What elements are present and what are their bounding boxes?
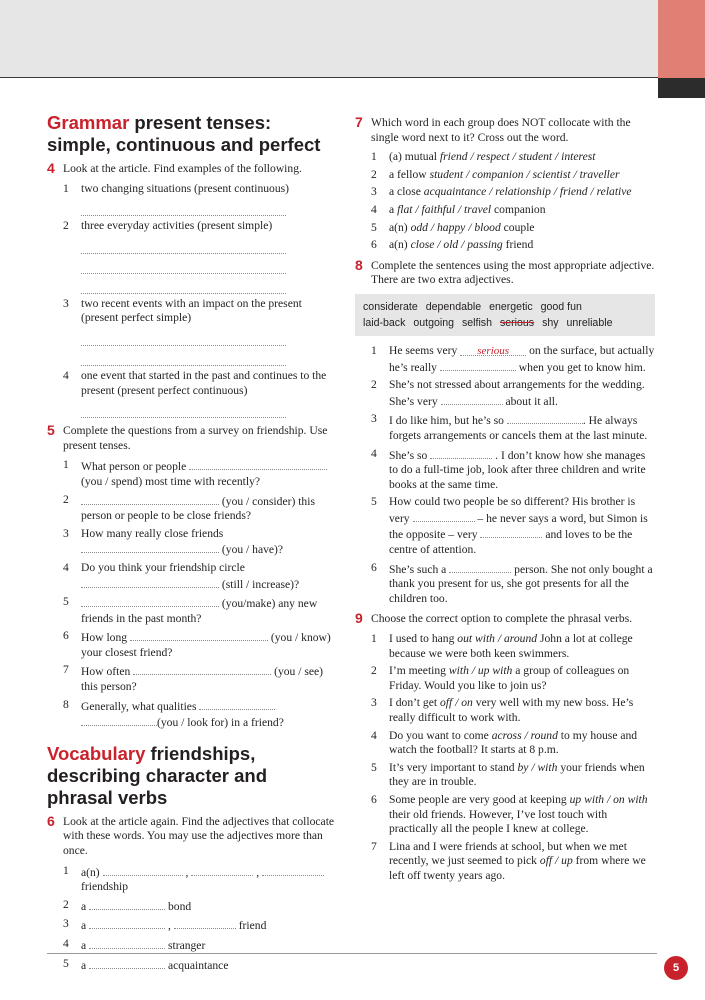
item-number: 5	[63, 595, 69, 609]
word-bank-item: selfish	[461, 316, 492, 329]
item-number: 3	[63, 917, 69, 931]
separator: ,	[167, 919, 171, 933]
exercise-7	[355, 116, 655, 253]
item-number: 4	[63, 368, 69, 382]
item-text: . He always forgets arrangements or cancels them at the last minute.	[389, 414, 648, 442]
answer-blank[interactable]	[440, 359, 516, 371]
item-text: very well with my new boss. He’s really difficult to work with.	[389, 696, 634, 724]
item-number: 8	[63, 697, 69, 711]
word-bank-item: shy	[542, 316, 559, 329]
vocabulary-heading-accent: Vocabulary	[47, 742, 146, 764]
item-text: She’s not stressed about arrangements for the wedding. She’s very	[389, 378, 645, 408]
list-item	[371, 378, 655, 409]
answer-line[interactable]	[81, 403, 286, 418]
item-text: (you /	[274, 665, 302, 679]
item-number: 6	[371, 792, 377, 806]
item-text: about it all.	[505, 394, 558, 408]
page-number: 5	[664, 956, 688, 980]
item-number: 4	[63, 560, 69, 574]
chapter-tab-marker	[658, 78, 705, 98]
list-item	[371, 412, 655, 443]
item-number: 1	[371, 632, 377, 646]
option-choice[interactable]: up with / on with	[569, 792, 648, 806]
list-item	[63, 369, 337, 418]
exercise-5	[47, 424, 337, 731]
exercise-number: 7	[355, 114, 363, 130]
exercise-number: 9	[355, 610, 363, 627]
item-number: 5	[371, 495, 377, 509]
list-item	[371, 238, 655, 253]
item-number: 4	[371, 446, 377, 460]
answer-blank[interactable]	[81, 595, 219, 607]
exercise-instruction: Complete the questions from a survey on friendship. Use present tenses.	[63, 424, 328, 452]
word-bank-item: dependable	[425, 300, 482, 313]
exercise-instruction: Which word in each group does NOT collocate with the single word next to it? Cross out the word.	[371, 116, 631, 144]
list-item	[371, 561, 655, 607]
item-text: three everyday activities (present simple)	[81, 219, 273, 233]
item-number: 6	[63, 629, 69, 643]
item-text: I’m meeting	[389, 664, 446, 678]
grammar-heading-accent: Grammar	[47, 112, 130, 133]
answer-line[interactable]	[81, 279, 286, 294]
option-choice[interactable]: off / up	[539, 854, 573, 868]
option-choice[interactable]: out with / around	[457, 632, 538, 646]
answer-blank[interactable]	[413, 510, 475, 522]
item-text: a	[81, 899, 87, 913]
answer-blank[interactable]	[81, 714, 157, 726]
exercise-number: 4	[47, 160, 55, 176]
item-number: 3	[371, 412, 377, 426]
item-text: bond	[167, 899, 192, 913]
answer-blank[interactable]	[430, 447, 492, 459]
answer-blank[interactable]	[191, 864, 253, 876]
item-text: a	[81, 939, 87, 952]
answer-blank[interactable]	[89, 898, 165, 910]
item-text: (you / spend) most time with recently?	[81, 474, 261, 488]
item-text: Do you want to come	[389, 728, 489, 742]
example-answer: serious	[460, 344, 526, 356]
item-text: What person or people	[81, 460, 187, 474]
item-number: 2	[63, 219, 69, 233]
list-item	[63, 561, 337, 592]
item-number: 4	[371, 728, 377, 742]
item-text: Do you think your friendship circle	[81, 560, 245, 574]
item-text: He seems very	[389, 343, 458, 357]
item-text: (you / have)?	[221, 543, 284, 557]
vocabulary-heading	[47, 743, 337, 809]
answer-line[interactable]	[81, 331, 286, 346]
word-options[interactable]: odd / happy / blood	[410, 220, 501, 234]
item-text: I do like him, but he’s so	[389, 414, 504, 428]
item-number: 1	[63, 863, 69, 877]
list-item	[371, 729, 655, 758]
item-text: How long	[81, 631, 128, 645]
list-item	[63, 595, 337, 626]
list-item	[371, 344, 655, 375]
list-item	[371, 185, 655, 200]
item-text: John a lot at college because we were both keen swimmers.	[389, 632, 633, 660]
item-text: How often	[81, 665, 131, 679]
answer-blank[interactable]	[449, 561, 511, 573]
item-text: She’s so	[389, 448, 428, 462]
list-item	[63, 663, 337, 694]
item-text: friend	[505, 238, 534, 252]
word-bank-item: outgoing	[413, 316, 455, 329]
item-text: How could two people be so different? His brother is very	[389, 495, 636, 525]
word-bank	[355, 294, 655, 336]
item-number: 1	[63, 458, 69, 472]
list-item	[63, 182, 337, 217]
exercise-number: 8	[355, 256, 363, 273]
item-text: Generally, what qualities	[81, 699, 197, 713]
answer-line[interactable]	[81, 201, 286, 216]
header-band	[0, 0, 658, 78]
exercise-number: 5	[47, 422, 55, 439]
item-number: 5	[371, 220, 377, 234]
item-text: one event that started in the past and continues to the present (present perfect continuous)	[81, 368, 327, 397]
answer-blank[interactable]	[480, 526, 542, 538]
separator: ,	[256, 865, 260, 879]
item-text: Some people are very good at keeping	[389, 792, 567, 806]
option-choice[interactable]: by / with	[517, 760, 558, 774]
item-text: (a) mutual	[389, 150, 437, 164]
answer-line[interactable]	[81, 239, 286, 254]
item-text: – he never says a word, but Simon is the opposite – very	[389, 511, 648, 542]
item-text: (you /	[270, 631, 299, 645]
item-number: 5	[371, 760, 377, 774]
item-text: friendship	[81, 880, 129, 894]
item-number: 5	[63, 956, 69, 970]
list-item	[371, 793, 655, 837]
item-number: 3	[371, 696, 377, 710]
item-text: companion	[494, 202, 546, 216]
answer-blank[interactable]	[130, 629, 268, 641]
exercise-instruction: Complete the sentences using the most appropriate adjective. There are two extra adjectives.	[371, 258, 655, 287]
list-item	[63, 864, 337, 895]
item-number: 2	[371, 167, 377, 181]
item-text: from where we left off twenty years ago.	[389, 854, 646, 882]
item-text: your friends when they are in trouble.	[389, 760, 645, 789]
answer-blank[interactable]	[189, 458, 327, 470]
footer-rule	[47, 953, 657, 954]
item-text: their old friends. However, I’ve lost touch with practically all the people I knew at college.	[389, 807, 608, 836]
word-bank-item: energetic	[489, 300, 533, 313]
item-number: 7	[63, 663, 69, 677]
item-text: a	[389, 202, 395, 216]
chapter-tab	[658, 0, 705, 78]
list-item	[63, 458, 337, 489]
answer-blank[interactable]	[89, 917, 165, 929]
answer-blank[interactable]	[441, 393, 503, 405]
list-item	[371, 203, 655, 218]
item-text: two recent events with an impact on the present (present perfect simple)	[81, 296, 302, 325]
list-item	[63, 527, 337, 558]
item-number: 6	[371, 238, 377, 252]
item-text: a close	[389, 185, 421, 199]
list-item	[63, 917, 337, 934]
item-text: I used to hang	[389, 632, 455, 646]
option-choice[interactable]: across / round	[491, 728, 558, 742]
item-text: (you / consider) this	[221, 494, 315, 508]
word-bank-item: laid-back	[363, 316, 406, 329]
list-item	[371, 447, 655, 493]
item-number: 3	[63, 526, 69, 540]
item-text: a(n)	[81, 865, 100, 879]
exercise-8	[355, 256, 655, 288]
grammar-heading	[47, 112, 337, 156]
item-text: and loves to be the centre of attention.	[389, 528, 633, 557]
list-item	[63, 629, 337, 660]
item-number: 6	[371, 560, 377, 574]
item-text: on the surface, but actually he’s really	[389, 343, 655, 374]
item-text: a(n)	[389, 220, 408, 234]
item-text: stranger	[167, 939, 206, 952]
item-text: (you / look for) in a friend?	[157, 716, 284, 730]
item-text: see) this person?	[81, 665, 324, 694]
vocabulary-heading-rest: friendships, describing character and phrasal verbs	[47, 742, 268, 808]
item-number: 3	[63, 296, 69, 310]
answer-blank[interactable]	[89, 937, 165, 949]
exercise-4	[47, 162, 337, 418]
answer-blank[interactable]	[174, 917, 236, 929]
exercise-9	[355, 612, 655, 883]
separator: ,	[185, 865, 189, 879]
list-item	[63, 957, 337, 974]
item-text: (still / increase)?	[221, 577, 300, 591]
list-item	[63, 698, 337, 731]
item-text: a group of colleagues on Friday. Would you like to join us?	[389, 664, 630, 692]
word-bank-item-used: serious	[499, 316, 535, 329]
item-text: person. She not only bought a thank you present for us, she got presents for all the children too.	[389, 562, 653, 605]
answer-blank[interactable]	[262, 864, 324, 876]
item-text: It’s very important to stand	[389, 760, 515, 774]
item-text: a	[81, 958, 87, 972]
answer-blank[interactable]	[199, 698, 275, 710]
item-text: friends in the past month?	[81, 611, 202, 625]
answer-blank[interactable]	[507, 412, 583, 424]
exercise-instruction: Look at the article again. Find the adjectives that collocate with these words. You may use the adjectives more than once.	[63, 814, 335, 858]
item-text: a(n)	[389, 238, 408, 252]
item-text: to my house and watch the football? It starts at 8 p.m.	[389, 728, 638, 757]
item-text: a fellow	[389, 167, 427, 181]
item-number: 3	[371, 185, 377, 199]
answer-line[interactable]	[81, 259, 286, 274]
item-text: . I don’t know how she manages to do a full-time job, look after three children and write books at the same time.	[389, 448, 646, 491]
exercise-8-items	[355, 344, 655, 607]
item-number: 7	[371, 839, 377, 853]
word-options[interactable]: close / old / passing	[410, 238, 503, 252]
item-text: when you get to know him.	[518, 360, 646, 374]
list-item	[371, 221, 655, 236]
list-item	[63, 493, 337, 524]
option-choice[interactable]: with / up with	[448, 664, 513, 678]
answer-line[interactable]	[81, 351, 286, 366]
answer-blank[interactable]	[81, 576, 219, 588]
item-text: (you/make) any new	[221, 597, 318, 611]
answer-blank[interactable]	[103, 864, 183, 876]
answer-blank[interactable]	[81, 493, 219, 505]
option-choice[interactable]: off / on	[440, 696, 473, 710]
word-options[interactable]: student / companion / scientist / traveller	[429, 167, 620, 181]
list-item	[371, 495, 655, 557]
word-bank-item: considerate	[363, 300, 418, 313]
list-item	[371, 761, 655, 790]
item-text: Lina and I were friends at school, but when we met recently, we just seemed to pick	[389, 839, 627, 868]
item-text: She’s such a	[389, 562, 447, 576]
item-number: 1	[371, 343, 377, 357]
word-bank-item: good fun	[540, 300, 582, 313]
grammar-heading-rest: present tenses: simple, continuous and perfect	[47, 112, 321, 155]
left-column	[47, 112, 337, 979]
answer-blank[interactable]	[133, 663, 271, 675]
item-number: 2	[371, 664, 377, 678]
item-number: 2	[371, 378, 377, 392]
item-text: two changing situations (present continuous)	[81, 181, 290, 195]
list-item	[63, 297, 337, 366]
item-text: How many really close friends	[81, 526, 224, 540]
item-number: 4	[63, 937, 69, 950]
word-bank-item: unreliable	[566, 316, 613, 329]
list-item	[371, 632, 655, 661]
exercise-instruction: Look at the article. Find examples of the following.	[63, 162, 302, 175]
item-number: 1	[63, 181, 69, 195]
list-item	[63, 937, 337, 954]
list-item	[371, 168, 655, 183]
item-number: 2	[63, 897, 69, 911]
item-text: a	[81, 919, 87, 933]
list-item	[371, 696, 655, 725]
answer-blank[interactable]	[89, 957, 165, 969]
word-options[interactable]: friend / respect / student / interest	[439, 150, 596, 164]
item-number: 1	[371, 150, 377, 164]
item-text: know) your closest friend?	[81, 631, 331, 659]
item-number: 4	[371, 202, 377, 216]
list-item	[371, 150, 655, 165]
answer-blank[interactable]	[81, 541, 219, 553]
list-item	[371, 840, 655, 884]
item-text: person or people to be close friends?	[81, 509, 251, 523]
list-item	[63, 219, 337, 294]
item-text: acquaintance	[167, 958, 229, 972]
list-item	[63, 898, 337, 915]
exercise-instruction: Choose the correct option to complete the phrasal verbs.	[371, 612, 633, 626]
list-item	[371, 664, 655, 693]
right-column	[355, 116, 655, 890]
word-options[interactable]: flat / faithful / travel	[397, 202, 492, 216]
item-text: friend	[238, 919, 267, 933]
item-number: 2	[63, 492, 69, 506]
exercise-6	[47, 812, 337, 973]
word-options[interactable]: acquaintance / relationship / friend / relative	[423, 185, 632, 199]
item-text: couple	[503, 220, 535, 234]
exercise-number: 6	[47, 812, 55, 829]
item-text: I don’t get	[389, 696, 438, 710]
